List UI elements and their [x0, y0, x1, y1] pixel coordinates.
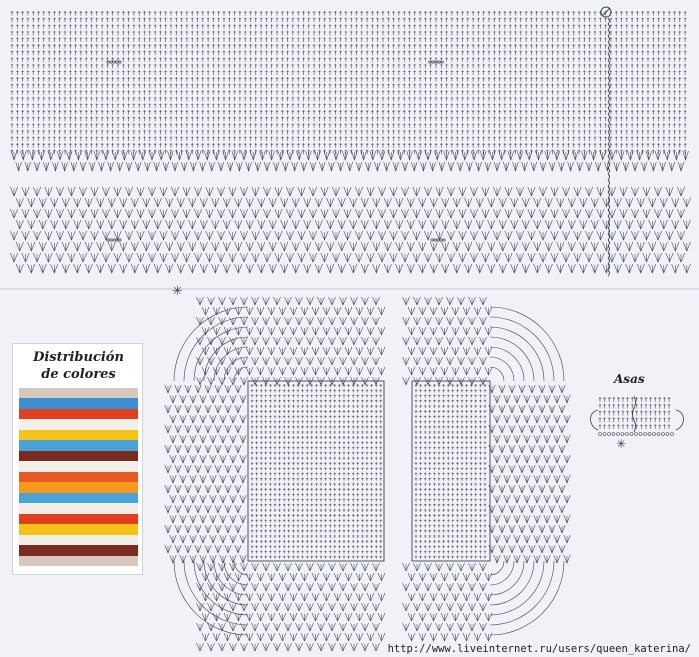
right-base-top-shells — [403, 297, 493, 385]
handles-seam — [633, 396, 636, 432]
color-stripe — [19, 409, 138, 420]
left-base-center-stitches — [251, 384, 382, 559]
color-stripe — [19, 419, 138, 430]
color-stripe — [19, 472, 138, 483]
legend-title-line2: de colores — [41, 367, 116, 382]
left-start-star-icon: ✳ — [172, 284, 183, 299]
legend-title-line1: Distribución — [33, 350, 124, 365]
color-stripe — [19, 493, 138, 504]
right-base-bottom-shells — [403, 563, 493, 651]
color-stripe — [19, 461, 138, 472]
left-base-side-shells — [165, 385, 246, 563]
left-base-center-rect — [248, 381, 384, 561]
source-credit: http://www.liveinternet.ru/users/queen_katerina/ — [387, 643, 691, 655]
color-stripe — [19, 556, 138, 567]
left-base-bottom-shells — [197, 563, 386, 651]
color-stripe — [19, 535, 138, 546]
color-distribution-legend — [12, 343, 143, 575]
right-base-center-stitches — [415, 384, 487, 559]
handles-chart-area — [598, 395, 670, 435]
color-stripe — [19, 451, 138, 462]
color-stripe — [19, 482, 138, 493]
handles-label: Asas — [614, 372, 645, 386]
color-stripes — [19, 388, 138, 566]
handles-chain-row — [599, 433, 674, 436]
right-base-side-shells — [489, 385, 570, 563]
color-stripe — [19, 398, 138, 409]
color-stripe — [19, 503, 138, 514]
color-stripe — [19, 440, 138, 451]
color-stripe — [19, 524, 138, 535]
color-stripe — [19, 514, 138, 525]
right-base-center-rect — [412, 381, 490, 561]
color-stripe — [19, 430, 138, 441]
color-stripe — [19, 545, 138, 556]
handles-start-star-icon: ✳ — [616, 437, 627, 451]
handles-stitches — [599, 397, 671, 429]
color-stripe — [19, 388, 138, 399]
